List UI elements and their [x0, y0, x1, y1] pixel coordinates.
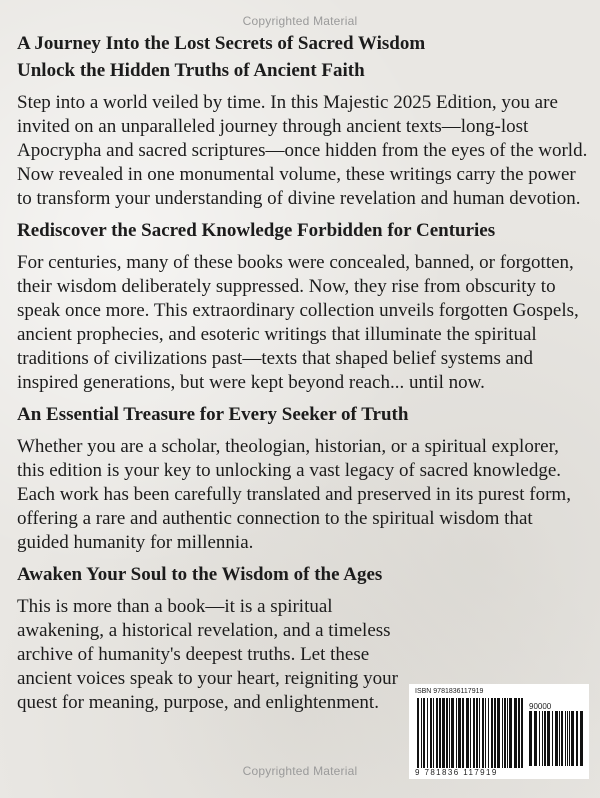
barcode-bar [571, 711, 574, 766]
barcode-bar [514, 698, 517, 768]
barcode-bar [504, 698, 506, 768]
barcode-bar [476, 698, 478, 768]
section-body: Step into a world veiled by time. In this Majestic 2025 Edition, you are invited on an unparalleled journey through ancient texts—long-lost Apocrypha and sacred scriptures—once hidden from the eyes of the world. Now revealed in one monumental volume, these writings carry the power to transform your understanding of divine revelation and human devotion. [17, 92, 588, 209]
barcode-bar [559, 711, 560, 766]
barcode-bar [479, 698, 480, 768]
barcode-bar [555, 711, 558, 766]
barcode-bar [518, 698, 520, 768]
barcode-bar [539, 711, 540, 766]
section-heading: An Essential Treasure for Every Seeker of Truth [17, 404, 409, 425]
barcode-bar [470, 698, 471, 768]
barcode-bar [521, 698, 523, 768]
section-body: Whether you are a scholar, theologian, historian, or a spiritual explorer, this edition is your key to unlocking a vast legacy of sacred knowledge. Each work has been carefully translated and preserved in its purest form, offering a rare and authentic connection to the spiritual wisdom that guided humanity for millennia. [17, 436, 571, 553]
barcode-bar [576, 711, 578, 766]
barcode-bar [466, 698, 469, 768]
price-code: 90000 [529, 702, 552, 711]
barcode-bar [427, 698, 428, 768]
section-heading: Awaken Your Soul to the Wisdom of the Ages [17, 564, 383, 585]
barcode-bar [436, 698, 438, 768]
barcode-bar [482, 698, 484, 768]
barcode-bar [423, 698, 425, 768]
section-body: This is more than a book—it is a spiritual awakening, a historical revelation, and a timeless archive of humanity's deepest truths. Let these ancient voices speak to your heart, reigniting your quest for meaning, purpose, and enlightenment. [17, 596, 398, 713]
barcode-bar [542, 711, 543, 766]
barcode-bar [529, 711, 532, 766]
barcode-bar [565, 711, 566, 766]
barcode-bar [502, 698, 503, 768]
section-body: For centuries, many of these books were concealed, banned, or forgotten, their wisdom deliberately suppressed. Now, they rise from obscurity to speak once more. This extraordinary collection unveils forgotten Gospels, ancient prophecies, and esoteric writings that illuminate the spiritual traditions of civilizations past—texts that shaped belief systems and inspired generations, but were kept beyond reach... until now. [17, 252, 579, 393]
barcode-bar [488, 698, 489, 768]
barcode-bar [430, 698, 432, 768]
watermark-bottom: Copyrighted Material [242, 764, 358, 778]
barcode-bar [421, 698, 422, 768]
barcode-bar [567, 711, 568, 766]
barcode-bar [449, 698, 450, 768]
barcode-bar [473, 698, 475, 768]
isbn-label: ISBN 9781836117919 [415, 688, 484, 695]
cover-title: A Journey Into the Lost Secrets of Sacred Wisdom [17, 33, 426, 54]
barcode-bar [547, 711, 550, 766]
barcode-bar [509, 698, 512, 768]
barcode-bar [552, 711, 553, 766]
barcode-bars [417, 698, 525, 768]
barcode-bar [491, 698, 493, 768]
barcode-bar [497, 698, 500, 768]
section-heading: Rediscover the Sacred Knowledge Forbidden for Centuries [17, 220, 496, 241]
barcode-bar [569, 711, 570, 766]
barcode-bar [534, 711, 537, 766]
barcode-bar [451, 698, 454, 768]
barcode-bar [494, 698, 496, 768]
barcode-bar [442, 698, 445, 768]
barcode-bar [462, 698, 464, 768]
barcode-bar [485, 698, 486, 768]
barcode-bar [439, 698, 441, 768]
back-cover-text [17, 32, 589, 723]
barcode-bar [446, 698, 448, 768]
barcode-bar [544, 711, 546, 766]
barcode-bar [433, 698, 434, 768]
barcode-bar [580, 711, 583, 766]
isbn-digits: 9 781836 117919 [415, 768, 498, 777]
barcode-bar [507, 698, 508, 768]
barcode-bar [456, 698, 457, 768]
barcode-bar [561, 711, 563, 766]
watermark-top: Copyrighted Material [242, 14, 358, 28]
barcode-bar [417, 698, 419, 768]
barcode-bar [458, 698, 461, 768]
price-barcode-bars [529, 711, 583, 766]
section-heading: Unlock the Hidden Truths of Ancient Faith [17, 60, 365, 81]
